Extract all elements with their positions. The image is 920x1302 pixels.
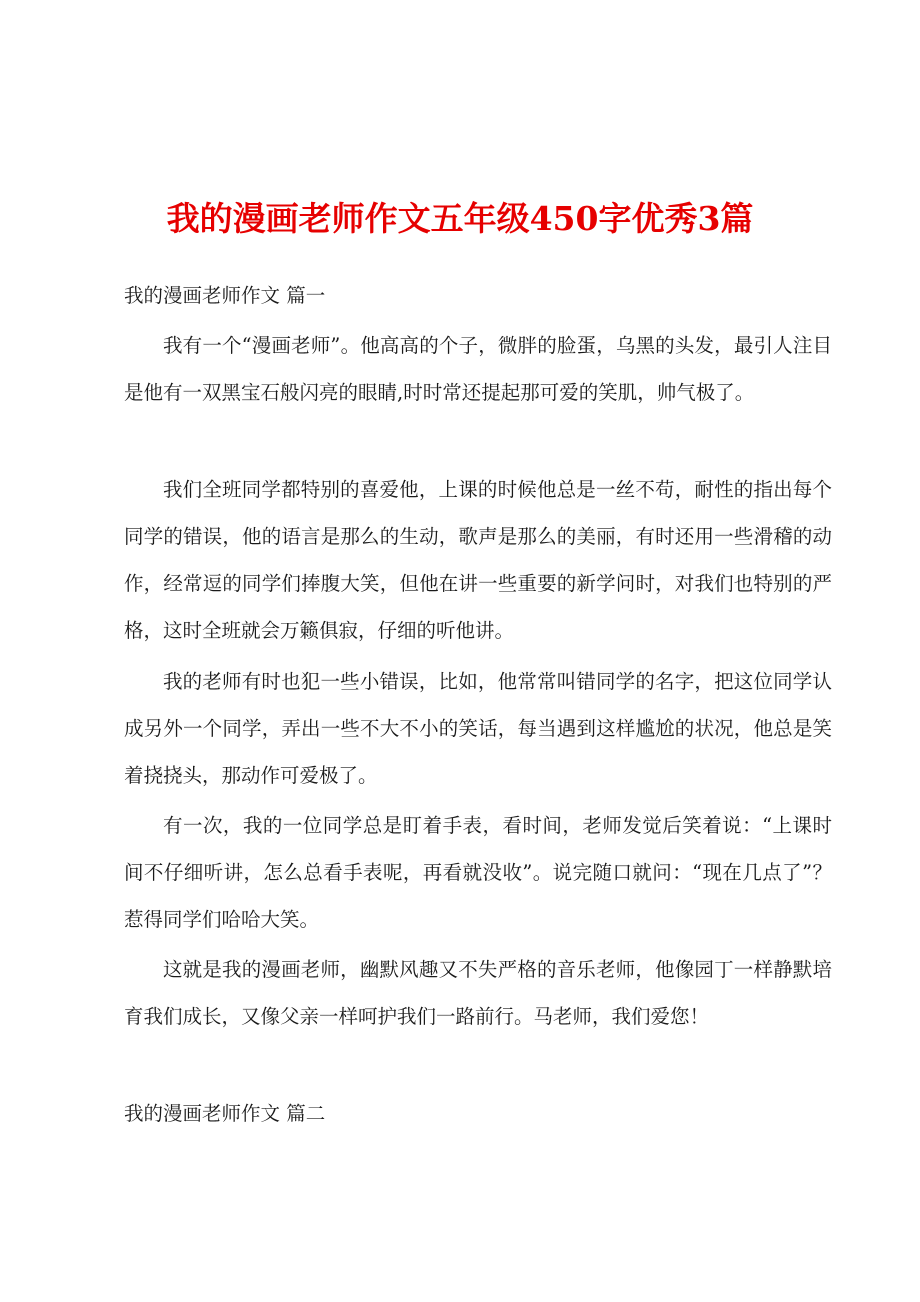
paragraph-3: 我的老师有时也犯一些小错误，比如，他常常叫错同学的名字，把这位同学认成另外一个同学，弄出一些不大不小的笑话，每当遇到这样尴尬的状况，他总是笑着挠挠头，那动作可爱极了。 <box>124 670 832 787</box>
section-heading-1: 我的漫画老师作文 篇一 <box>124 284 326 307</box>
section-heading-2: 我的漫画老师作文 篇二 <box>124 1102 326 1125</box>
paragraph-4: 有一次，我的一位同学总是盯着手表，看时间，老师发觉后笑着说：“上课时间不仔细听讲，怎么总看手表呢，再看就没收”。说完随口就问：“现在几点了”？惹得同学们哈哈大笑。 <box>124 814 832 931</box>
paragraph-1: 我有一个“漫画老师”。他高高的个子，微胖的脸蛋，乌黑的头发，最引人注目是他有一双黑宝石般闪亮的眼睛,时时常还提起那可爱的笑肌，帅气极了。 <box>124 334 832 404</box>
paragraph-2: 我们全班同学都特别的喜爱他，上课的时候他总是一丝不苟，耐性的指出每个同学的错误，他的语言是那么的生动，歌声是那么的美丽，有时还用一些滑稽的动作，经常逗的同学们捧腹大笑，但他在讲一些重要的新学问时，对我们也特别的严格，这时全班就会万籁俱寂，仔细的听他讲。 <box>124 478 832 642</box>
paragraph-5: 这就是我的漫画老师，幽默风趣又不失严格的音乐老师，他像园丁一样静默培育我们成长，又像父亲一样呵护我们一路前行。马老师，我们爱您！ <box>124 958 832 1028</box>
document-title: 我的漫画老师作文五年级450字优秀3篇 <box>166 199 754 238</box>
